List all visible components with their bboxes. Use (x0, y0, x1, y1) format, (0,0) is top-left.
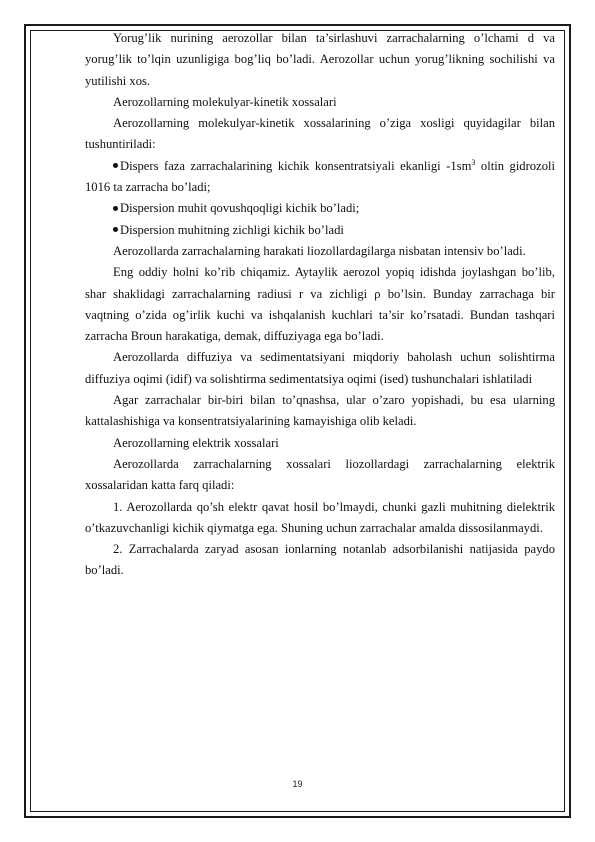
bullet-dot-icon (113, 227, 118, 232)
document-body (85, 28, 555, 582)
bullet-dot-icon (113, 206, 118, 211)
bullet-text-post: oltin gidrozoli 1016 ta zarracha bo’ladi; (85, 158, 555, 195)
bullet-text-pre: Dispers faza zarrachalarining kichik konsentratsiyali ekanligi -1sm (120, 158, 472, 173)
bullet-item-density (85, 220, 555, 241)
bullet-dot-icon (113, 163, 118, 168)
paragraph-molecular-kinetic-intro: Aerozollarning molekulyar-kinetik xossalarining o’ziga xosligi quyidagilar bilan tushuntiriladi: (85, 116, 555, 152)
paragraph-coagulation: Agar zarrachalar bir-biri bilan to’qnashsa, ular o’zaro yopishadi, bu esa ularning kattalashishiga va konsentratsiyalarining kamayishiga olib keladi. (85, 393, 555, 429)
paragraph-electrical-intro: Aerozollarda zarrachalarning xossalari liozollardagi zarrachalarning elektrik xossalaridan katta farq qiladi: (85, 456, 555, 493)
bullet-text: Dispersion muhitning zichligi kichik bo’ladi (120, 222, 344, 237)
superscript-exponent: 3 (471, 157, 476, 167)
paragraph-point-1: 1. Aerozollarda qo’sh elektr qavat hosil bo’lmaydi, chunki gazli muhitning dielektrik o’tkazuvchanligi kichik qiymatga ega. Shuning uchun zarrachalar amalda dissosilanmaydi. (85, 499, 555, 535)
paragraph-point-2: 2. Zarrachalarda zaryad asosan ionlarning notanlab adsorbilanishi natijasida paydo bo’ladi. (85, 542, 555, 578)
paragraph-simple-case: Eng oddiy holni ko’rib chiqamiz. Aytaylik aerozol yopiq idishda joylashgan bo’lib, shar shaklidagi zarrachalarning radiusi r va zichligi ρ bo’lsin. Bunday zarrachaga bir vaqtning o’zida og’irlik kuchi va ishqalanish kuchlari ta’sir ko’rsatadi. Bundan tashqari zarracha Broun harakatiga, demak, diffuziyaga ega bo’ladi. (85, 265, 555, 344)
paragraph-particle-motion: Aerozollarda zarrachalarning harakati liozollardagilarga nisbatan intensiv bo’ladi. (113, 243, 526, 258)
bullet-item-viscosity (85, 198, 555, 219)
paragraph-light-interaction: Yorug’lik nurining aerozollar bilan ta’sirlashuvi zarrachalarning o’lchami d va yorug’lik to’lqin uzunligiga bog’liq bo’ladi. Aerozollar uchun yorug’likning sochilishi va yutilishi xos. (85, 31, 555, 88)
paragraph-diffusion-sedimentation: Aerozollarda diffuziya va sedimentatsiyani miqdoriy baholash uchun solishtirma diffuziya oqimi (idif) va solishtirma sedimentatsiya oqimi (ised) tushunchalari ishlatiladi (85, 350, 555, 386)
section-heading-electrical: Aerozollarning elektrik xossalari (113, 435, 279, 450)
bullet-text: Dispersion muhit qovushqoqligi kichik bo’ladi; (120, 201, 360, 216)
page-number: 19 (292, 779, 303, 789)
bullet-item-concentration (85, 156, 555, 199)
section-heading-molecular-kinetic: Aerozollarning molekulyar-kinetik xossalari (113, 94, 337, 109)
